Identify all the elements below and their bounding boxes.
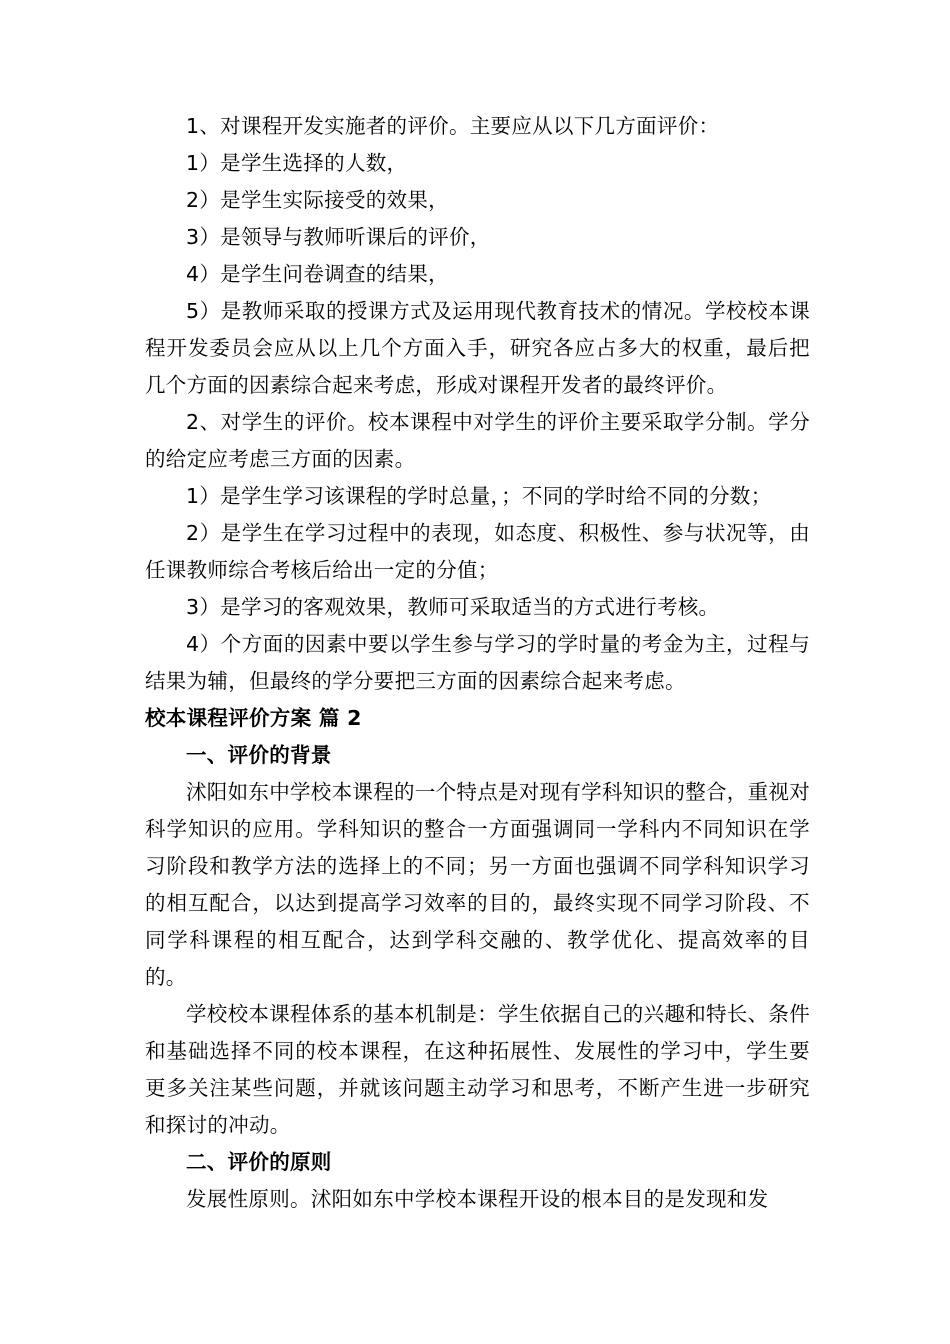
heading-principles: 二、评价的原则 [186,1150,332,1174]
paragraph-background-1: 沭阳如东中学校本课程的一个特点是对现有学科知识的整合，重视对科学知识的应用。学科知识的整合一方面强调同一学科内不同知识在学习阶段和教学方法的选择上的不同；另一方面也强调不同学科知识学习的相互配合，以达到提高学习效率的目的，最终实现不同学习阶段、不同学科课程的相互配合，达到学科交融的、教学优化、提高效率的目的。 [145,780,810,989]
section-title: 校本课程评价方案 篇 2 [145,706,362,730]
document-page [145,108,810,1218]
paragraph-background-2: 学校校本课程体系的基本机制是：学生依据自己的兴趣和特长、条件和基础选择不同的校本课程，在这种拓展性、发展性的学习中，学生要更多关注某些问题，并就该问题主动学习和思考，不断产生进一步研究和探讨的冲动。 [145,1002,810,1137]
paragraph-10: 3）是学习的客观效果，教师可采取适当的方式进行考核。 [186,595,720,619]
paragraph-8: 1）是学生学习该课程的学时总量，；不同的学时给不同的分数； [186,484,772,508]
paragraph-principles: 发展性原则。沭阳如东中学校本课程开设的根本目的是发现和发 [186,1187,769,1211]
paragraph-4: 3）是领导与教师听课后的评价， [186,225,491,249]
paragraph-6: 5）是教师采取的授课方式及运用现代教育技术的情况。学校校本课程开发委员会应从以上几个方面入手，研究各应占多大的权重，最后把几个方面的因素综合起来考虑，形成对课程开发者的最终评价。 [145,299,810,397]
paragraph-7: 2、对学生的评价。校本课程中对学生的评价主要采取学分制。学分的给定应考虑三方面的因素。 [145,410,810,471]
paragraph-2: 1）是学生选择的人数， [186,151,408,175]
heading-background: 一、评价的背景 [186,743,332,767]
paragraph-3: 2）是学生实际接受的效果， [186,188,449,212]
paragraph-5: 4）是学生问卷调查的结果， [186,262,449,286]
paragraph-9: 2）是学生在学习过程中的表现，如态度、积极性、参与状况等，由任课教师综合考核后给出一定的分值； [145,521,810,582]
paragraph-11: 4）个方面的因素中要以学生参与学习的学时量的考金为主，过程与结果为辅，但最终的学分要把三方面的因素综合起来考虑。 [145,632,810,693]
paragraph-1: 1、对课程开发实施者的评价。主要应从以下几方面评价： [186,114,720,138]
